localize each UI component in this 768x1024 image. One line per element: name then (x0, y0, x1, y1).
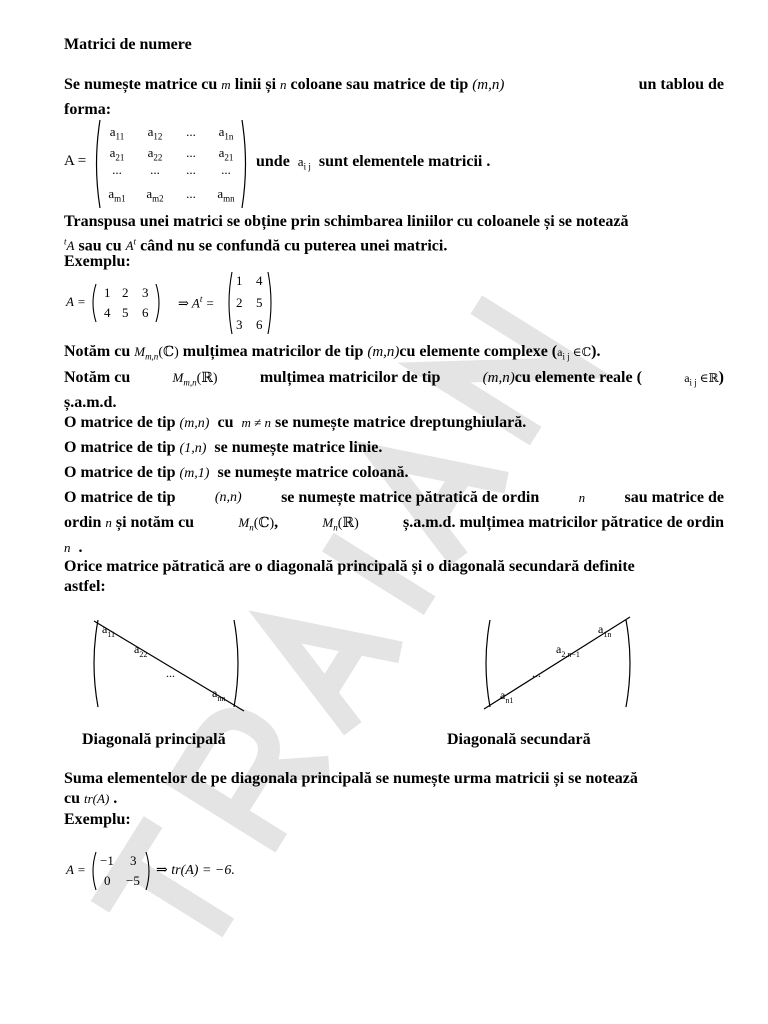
matrix-cell: ... (186, 124, 196, 139)
matrix-cell: 3 (236, 317, 243, 332)
matrix-cell: 4 (104, 305, 111, 320)
definition-line-2: forma: (64, 101, 112, 118)
matrix-cell: 3 (130, 853, 137, 868)
matrix-cell: 5 (122, 305, 129, 320)
diagonal-cell-a22: $a_{22}$ (134, 642, 148, 659)
type-square-3: n . (64, 539, 83, 556)
matrix-cell: $a_{21}$ (218, 145, 234, 163)
matrix-cell: ... (186, 186, 196, 201)
notation-samd: ș.a.m.d. (64, 394, 117, 411)
matrix-cell: 0 (104, 873, 111, 888)
secondary-diagonal-caption: Diagonală secundară (447, 731, 591, 748)
matrix-cell: ... (186, 162, 196, 177)
matrix-cell: $a_{1n}$ (218, 124, 234, 142)
type-column: O matrice de tip (m,1) se numește matrice coloană. (64, 464, 409, 481)
type-square-1: O matrice de tip (n,n) se numește matrice pătratică de ordin n sau matrice de (64, 489, 724, 506)
trace-line-2: cu tr(A) . (64, 790, 118, 807)
matrix-cell: $a_{m2}$ (146, 186, 164, 204)
diagonal-cell-dots: ... (532, 666, 541, 680)
example-at-matrix (226, 270, 274, 336)
transpose-line-1: Transpusa unei matrici se obține prin schimbarea liniilor cu coloanele și se notează (64, 213, 629, 230)
diagonals-line-2: astfel: (64, 578, 106, 595)
matrix-cell: $a_{11}$ (109, 124, 125, 142)
matrix-cell: 1 (104, 285, 111, 300)
transpose-line-2: $^t$A sau cu $A^t$ când nu se confundă cu puterea unei matrici. (64, 237, 448, 255)
definition-line-1: Se numește matrice cu m linii și n coloane sau matrice de tip (m,n) un tablou de (64, 76, 724, 93)
matrix-cell: 6 (142, 305, 149, 320)
diagonal-cell-a1n: $a_{1n}$ (598, 622, 612, 639)
page-title: Matrici de numere (64, 36, 192, 53)
matrix-a-grid (100, 120, 246, 210)
diagonal-cell-an1: $a_{n1}$ (500, 688, 514, 705)
diagonal-cell-ann: $a_{nn}$ (212, 686, 226, 703)
matrix-cell: 1 (236, 273, 243, 288)
type-row: O matrice de tip (1,n) se numește matrice linie. (64, 439, 383, 456)
diagonal-cell-dots: ... (166, 666, 175, 680)
matrix-cell: ... (186, 145, 196, 160)
matrix-cell: 5 (256, 295, 263, 310)
matrix-cell: $a_{mn}$ (217, 186, 235, 204)
example-a-label: A = (66, 294, 86, 309)
matrix-a-label: A = (64, 153, 87, 169)
type-rectangular: O matrice de tip (m,n) cu m ≠ n se numește matrice dreptunghiulară. (64, 414, 527, 431)
example-heading: Exemplu: (64, 253, 131, 270)
notation-complex: Notăm cu $M_{m,n}(ℂ)$ mulțimea matricilor de tip (m,n)cu elemente complexe ($a_{i j}$ ∈ℂ). (64, 343, 601, 362)
notation-real: Notăm cu $M_{m,n}(ℝ)$ mulțimea matricilor de tip (m,n)cu elemente reale ( $a_{i j}$ ∈ℝ) (64, 369, 724, 388)
diagonals-line-1: Orice matrice pătratică are o diagonală principală și o diagonală secundară definite (64, 558, 635, 575)
matrix-cell: −5 (126, 873, 140, 888)
example-transpose-label: ⇒ $A^t$ = (178, 294, 215, 311)
trace-a-matrix (90, 850, 152, 892)
trace-a-label: A = (66, 862, 86, 877)
matrix-cell: ... (112, 162, 122, 177)
diagonal-cell-a11: $a_{11}$ (102, 622, 116, 639)
matrix-cell: 2 (122, 285, 129, 300)
example-a-matrix (90, 282, 162, 324)
trace-result: ⇒ tr(A) = −6. (156, 863, 235, 878)
matrix-cell: 4 (256, 273, 263, 288)
matrix-cell: $a_{21}$ (109, 145, 125, 163)
type-square-2: ordin n și notăm cu $M_n(ℂ)$, $M_n(ℝ)$ ș.a.m.d. mulțimea matricilor pătratice de ordin (64, 514, 724, 533)
trace-example-heading: Exemplu: (64, 811, 131, 828)
matrix-cell: $a_{22}$ (147, 145, 163, 163)
trace-line-1: Suma elementelor de pe diagonala principală se numește urma matricii și se notează (64, 770, 638, 787)
matrix-cell: 6 (256, 317, 263, 332)
matrix-cell: 2 (236, 295, 243, 310)
main-diagonal-figure (88, 615, 248, 715)
matrix-cell: $a_{12}$ (147, 124, 163, 142)
secondary-diagonal-figure (478, 615, 638, 715)
matrix-a-explanation: unde $a_{i j}$ sunt elementele matricii . (256, 153, 491, 172)
matrix-cell: −1 (100, 853, 114, 868)
diagonal-cell-a2n1: $a_{2,n-1}$ (556, 642, 580, 659)
matrix-cell: 3 (142, 285, 149, 300)
main-diagonal-caption: Diagonală principală (82, 731, 226, 748)
matrix-cell: ... (221, 162, 231, 177)
matrix-cell: ... (150, 162, 160, 177)
matrix-cell: $a_{m1}$ (108, 186, 126, 204)
